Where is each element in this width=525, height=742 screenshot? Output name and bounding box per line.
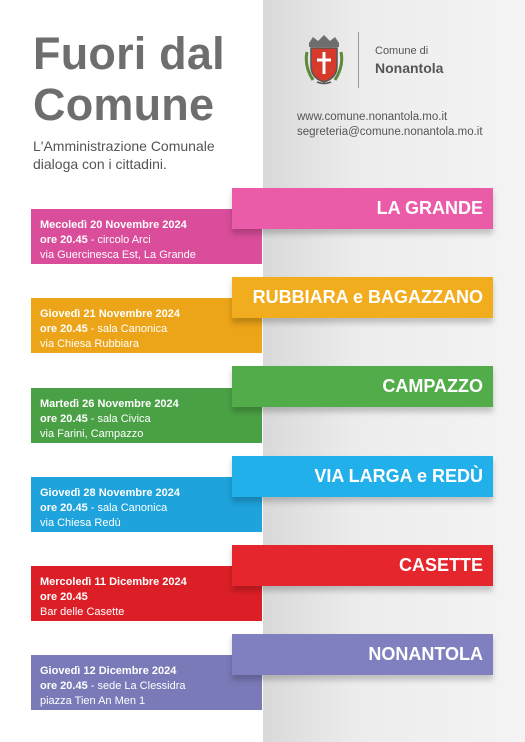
event-venue: - sala Civica [87, 413, 151, 425]
location-tag-5 [232, 545, 493, 586]
event-info-6 [31, 655, 262, 710]
event-address: via Chiesa Redù [40, 517, 121, 529]
event-venue: - sala Canonica [87, 323, 168, 335]
logo-divider [358, 32, 359, 88]
event-address: Bar delle Casette [40, 606, 125, 618]
event-address: via Farini, Campazzo [40, 428, 144, 440]
event-time: ore 20.45 [40, 680, 88, 692]
page-title: Fuori dal Comune [33, 28, 225, 130]
event-venue: - sede La Clessidra [87, 680, 186, 692]
comune-logo [300, 30, 500, 90]
event-date: Giovedì 28 Novembre 2024 [40, 487, 181, 499]
location-label: CASETTE [398, 555, 483, 575]
event-date: Martedì 26 Novembre 2024 [40, 398, 179, 410]
location-tag-1 [232, 188, 493, 229]
event-venue: - circolo Arci [87, 234, 151, 246]
event-info-4 [31, 477, 262, 532]
event-date: Giovedì 12 Dicembre 2024 [40, 665, 177, 677]
location-label: CAMPAZZO [382, 376, 483, 396]
location-tag-3 [232, 366, 493, 407]
logo-comune-name: Nonantola [375, 60, 444, 76]
logo-comune-di: Comune di [375, 45, 429, 57]
event-info-1 [31, 209, 262, 264]
event-venue: - sala Canonica [87, 502, 168, 514]
event-time: ore 20.45 [40, 413, 88, 425]
location-tag-6 [232, 634, 493, 675]
event-address: piazza Tien An Men 1 [40, 695, 146, 707]
event-time: ore 20.45 [40, 502, 88, 514]
contacts-block [297, 110, 512, 140]
event-date: Giovedì 21 Novembre 2024 [40, 308, 181, 320]
website-link[interactable]: www.comune.nonantola.mo.it [297, 111, 448, 123]
event-address: via Guercinesca Est, La Grande [40, 249, 196, 261]
event-info-2 [31, 298, 262, 353]
event-time: ore 20.45 [40, 323, 88, 335]
event-time: ore 20.45 [40, 234, 88, 246]
location-label: RUBBIARA e BAGAZZANO [252, 287, 483, 307]
location-tag-2 [232, 277, 493, 318]
event-address: via Chiesa Rubbiara [40, 338, 140, 350]
location-tag-4 [232, 456, 493, 497]
page-subtitle: L'Amministrazione Comunale dialoga con i cittadini. [33, 138, 215, 172]
location-label: NONANTOLA [368, 644, 483, 664]
event-date: Mecoledì 20 Novembre 2024 [40, 219, 187, 231]
event-date: Mercoledì 11 Dicembre 2024 [40, 576, 187, 588]
event-info-3 [31, 388, 262, 443]
event-time: ore 20.45 [40, 591, 88, 603]
coat-of-arms-icon [303, 34, 345, 86]
email-link[interactable]: segreteria@comune.nonantola.mo.it [297, 126, 483, 138]
event-info-5 [31, 566, 262, 621]
location-label: VIA LARGA e REDÙ [314, 466, 483, 486]
location-label: LA GRANDE [376, 198, 483, 218]
